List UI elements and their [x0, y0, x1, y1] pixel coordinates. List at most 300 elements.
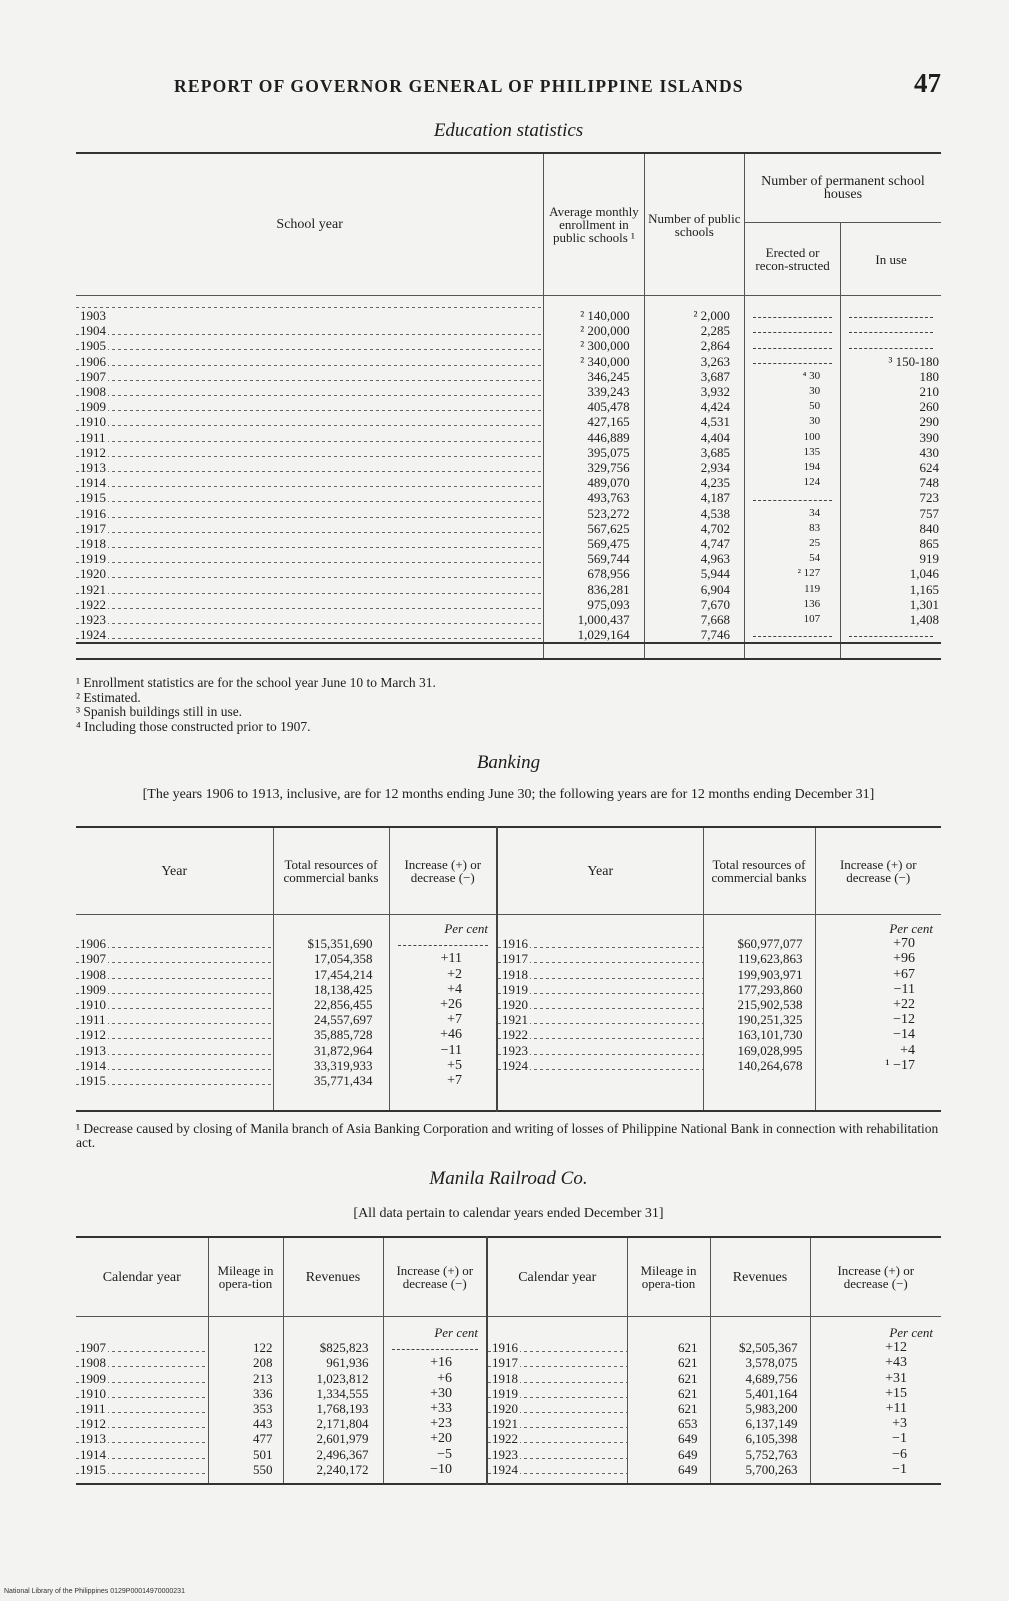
footnote-4: ⁴ Including those constructed prior to 1907. [76, 718, 311, 734]
page-header [76, 68, 941, 108]
schools-cell: 7,746 [644, 627, 744, 643]
year-cell [76, 1401, 208, 1416]
enrollment-cell: 1,029,164 [544, 627, 644, 643]
table-row [76, 475, 941, 490]
erected-cell: ² 127 [744, 566, 840, 581]
enrollment-cell: 678,956 [544, 566, 644, 581]
resources-cell: $60,977,077 [703, 936, 815, 951]
enrollment-cell: 523,272 [544, 506, 644, 521]
in-use-cell: 210 [841, 384, 941, 399]
unit-row [76, 915, 941, 937]
schools-cell: 4,235 [644, 475, 744, 490]
table-row [76, 1431, 941, 1446]
year-cell [497, 1027, 703, 1042]
resources-cell: 215,902,538 [703, 997, 815, 1012]
banking-table [76, 826, 941, 1112]
table-row [76, 566, 941, 581]
year-cell [497, 1043, 703, 1058]
dash-line [849, 324, 933, 333]
table-row [76, 521, 941, 536]
year-cell [76, 384, 544, 399]
table-row [76, 1340, 941, 1355]
table-spacer [76, 1088, 941, 1111]
year-cell [76, 1073, 273, 1088]
table-row [76, 967, 941, 982]
change-cell: −1 [810, 1462, 941, 1477]
mileage-cell: 208 [208, 1355, 283, 1370]
spacer-cell [383, 1477, 487, 1484]
year-label: 1921 [80, 581, 106, 597]
spacer-cell [710, 1317, 810, 1341]
revenues-cell: 5,983,200 [710, 1401, 810, 1416]
revenues-cell: 961,936 [283, 1355, 383, 1370]
mileage-cell: 443 [208, 1416, 283, 1431]
erected-cell: 124 [744, 475, 840, 490]
year-label: 1912 [80, 1416, 106, 1432]
table-row [76, 1462, 941, 1477]
railroad-title: Manila Railroad Co. [429, 1168, 588, 1189]
change-cell: −11 [815, 982, 941, 997]
change-cell: +7 [389, 1073, 497, 1088]
col-year-right: Year [497, 827, 703, 915]
empty-cell [744, 323, 840, 338]
change-cell: +31 [810, 1371, 941, 1386]
mileage-cell: 621 [627, 1371, 710, 1386]
spacer-cell [273, 915, 389, 937]
year-label: 1915 [80, 1461, 106, 1477]
empty-cell [744, 627, 840, 643]
change-cell: +30 [383, 1386, 487, 1401]
education-footnotes [76, 676, 941, 734]
table-row [76, 1447, 941, 1462]
in-use-cell: 1,046 [841, 566, 941, 581]
revenues-cell: 2,496,367 [283, 1447, 383, 1462]
year-label: 1922 [492, 1431, 518, 1447]
empty-cell [841, 627, 941, 643]
in-use-cell: 1,301 [841, 597, 941, 612]
spacer-cell [208, 1477, 283, 1484]
mileage-cell: 621 [627, 1355, 710, 1370]
year-cell [76, 551, 544, 566]
year-label: 1914 [80, 1057, 106, 1073]
year-label: 1923 [492, 1446, 518, 1462]
change-cell: −11 [389, 1043, 497, 1058]
schools-cell: 2,285 [644, 323, 744, 338]
year-cell [76, 430, 544, 445]
resources-cell: 35,885,728 [273, 1027, 389, 1042]
table-spacer [76, 1477, 941, 1484]
year-label: 1910 [80, 414, 106, 430]
mileage-cell: 621 [627, 1401, 710, 1416]
year-cell [76, 1386, 208, 1401]
spacer-cell [810, 1477, 941, 1484]
year-cell [487, 1355, 627, 1370]
dash-line [753, 309, 832, 318]
col-mileage-left: Mileage in opera-tion [208, 1237, 283, 1317]
schools-cell: 3,687 [644, 369, 744, 384]
dash-line [753, 324, 832, 333]
in-use-cell: 1,408 [841, 612, 941, 627]
schools-cell: 6,904 [644, 582, 744, 597]
change-cell: +26 [389, 997, 497, 1012]
erected-cell: 34 [744, 506, 840, 521]
in-use-cell: 624 [841, 460, 941, 475]
col-enrollment: Average monthly enrollment in public schools ¹ [544, 153, 644, 296]
erected-cell: 119 [744, 582, 840, 597]
empty-cell [389, 936, 497, 951]
year-label: 1917 [502, 951, 528, 967]
enrollment-cell: 427,165 [544, 414, 644, 429]
table-row [76, 582, 941, 597]
banking-footnote: ¹ Decrease caused by closing of Manila branch of Asia Banking Corporation and writing of losses of Philippine National Bank in connection with rehabilitation act. [76, 1121, 939, 1150]
table-row [76, 490, 941, 505]
year-cell [487, 1340, 627, 1355]
enrollment-cell: 567,625 [544, 521, 644, 536]
year-label: 1924 [80, 627, 106, 643]
year-label: 1910 [80, 1385, 106, 1401]
year-label: 1913 [80, 460, 106, 476]
year-label: 1919 [492, 1385, 518, 1401]
col-resources-right: Total resources of commercial banks [703, 827, 815, 915]
erected-cell: 50 [744, 399, 840, 414]
unit-row [76, 1317, 941, 1341]
year-cell [487, 1431, 627, 1446]
revenues-cell: 4,689,756 [710, 1371, 810, 1386]
railroad-table [76, 1236, 941, 1485]
year-cell [487, 1447, 627, 1462]
year-label: 1909 [80, 981, 106, 997]
spacer-cell [497, 915, 703, 937]
col-revenues-left: Revenues [283, 1237, 383, 1317]
year-label: 1920 [80, 566, 106, 582]
change-cell: +12 [810, 1340, 941, 1355]
unit-label: Per cent [389, 915, 497, 937]
table-row [76, 627, 941, 643]
dash-line [849, 340, 933, 349]
empty-cell [744, 296, 840, 324]
year-cell [487, 1416, 627, 1431]
table-row [76, 445, 941, 460]
resources-cell: 190,251,325 [703, 1012, 815, 1027]
year-label: 1912 [80, 1027, 106, 1043]
year-cell [76, 521, 544, 536]
year-label: 1924 [492, 1461, 518, 1477]
education-table [76, 152, 941, 660]
table-row [76, 936, 941, 951]
enrollment-cell: 395,075 [544, 445, 644, 460]
revenues-cell: 6,105,398 [710, 1431, 810, 1446]
enrollment-cell: ² 140,000 [544, 296, 644, 324]
year-label: 1903 [80, 308, 106, 323]
enrollment-cell: ² 200,000 [544, 323, 644, 338]
table-row [76, 414, 941, 429]
erected-cell: 30 [744, 414, 840, 429]
schools-cell: 4,963 [644, 551, 744, 566]
spacer-cell [744, 643, 840, 659]
revenues-cell: 1,334,555 [283, 1386, 383, 1401]
erected-cell: 83 [744, 521, 840, 536]
year-label: 1909 [80, 399, 106, 415]
change-cell: +96 [815, 951, 941, 966]
year-label: 1915 [80, 1073, 106, 1089]
mileage-cell: 477 [208, 1431, 283, 1446]
enrollment-cell: ² 340,000 [544, 354, 644, 369]
schools-cell: 4,424 [644, 399, 744, 414]
year-label: 1912 [80, 444, 106, 460]
resources-cell: 140,264,678 [703, 1058, 815, 1073]
table-row [76, 1401, 941, 1416]
change-cell: +15 [810, 1386, 941, 1401]
spacer-cell [627, 1477, 710, 1484]
revenues-cell: 1,023,812 [283, 1371, 383, 1386]
resources-cell: $15,351,690 [273, 936, 389, 951]
education-rows [76, 296, 941, 660]
enrollment-cell: 329,756 [544, 460, 644, 475]
col-revenues-right: Revenues [710, 1237, 810, 1317]
resources-cell: 199,903,971 [703, 967, 815, 982]
resources-cell: 24,557,697 [273, 1012, 389, 1027]
mileage-cell: 649 [627, 1462, 710, 1477]
change-cell: −5 [383, 1447, 487, 1462]
enrollment-cell: 446,889 [544, 430, 644, 445]
empty-cell [383, 1340, 487, 1355]
table-row [76, 1386, 941, 1401]
enrollment-cell: 405,478 [544, 399, 644, 414]
in-use-cell: 748 [841, 475, 941, 490]
col-erected: Erected or recon-structed [744, 223, 840, 296]
table-row [76, 430, 941, 445]
revenues-cell: $825,823 [283, 1340, 383, 1355]
schools-cell: 4,187 [644, 490, 744, 505]
spacer-cell [76, 643, 544, 659]
year-label: 1915 [80, 490, 106, 506]
mileage-cell: 621 [627, 1386, 710, 1401]
year-label: 1910 [80, 997, 106, 1013]
revenues-cell: 2,601,979 [283, 1431, 383, 1446]
table-row [76, 597, 941, 612]
in-use-cell: 919 [841, 551, 941, 566]
schools-cell: 4,747 [644, 536, 744, 551]
revenues-cell: $2,505,367 [710, 1340, 810, 1355]
empty-cell [744, 490, 840, 505]
unit-label: Per cent [815, 915, 941, 937]
year-label: 1908 [80, 384, 106, 400]
year-cell [76, 612, 544, 627]
dash-line [753, 355, 832, 364]
page-number: 47 [914, 68, 941, 98]
year-cell [76, 597, 544, 612]
banking-note: [The years 1906 to 1913, inclusive, are for 12 months ending June 30; the following years are for 12 months ending December 31] [142, 787, 875, 802]
erected-cell: 30 [744, 384, 840, 399]
year-label: 1911 [80, 1401, 106, 1417]
year-cell [76, 1340, 208, 1355]
year-label: 1918 [492, 1370, 518, 1386]
spacer-cell [815, 1073, 941, 1088]
empty-cell [841, 296, 941, 324]
in-use-cell: 757 [841, 506, 941, 521]
resources-cell: 31,872,964 [273, 1043, 389, 1058]
change-cell: −12 [815, 1012, 941, 1027]
revenues-cell: 2,240,172 [283, 1462, 383, 1477]
railroad-rows [76, 1317, 941, 1485]
revenues-cell: 5,700,263 [710, 1462, 810, 1477]
erected-cell: ⁴ 30 [744, 369, 840, 384]
col-resources-left: Total resources of commercial banks [273, 827, 389, 915]
year-label: 1916 [492, 1340, 518, 1356]
spacer-cell [497, 1073, 703, 1088]
schools-cell: 3,685 [644, 445, 744, 460]
in-use-cell: 260 [841, 399, 941, 414]
revenues-cell: 2,171,804 [283, 1416, 383, 1431]
year-label: 1911 [80, 429, 106, 445]
empty-cell [744, 338, 840, 353]
resources-cell: 35,771,434 [273, 1073, 389, 1088]
erected-cell: 135 [744, 445, 840, 460]
change-cell: +7 [389, 1012, 497, 1027]
col-in-use: In use [841, 223, 941, 296]
year-cell [76, 475, 544, 490]
table-row [76, 1012, 941, 1027]
year-cell [76, 296, 544, 324]
erected-cell: 194 [744, 460, 840, 475]
dash-line [753, 492, 832, 501]
spacer-cell [76, 1317, 208, 1341]
year-label: 1908 [80, 1355, 106, 1371]
year-cell [76, 627, 544, 643]
change-cell: +11 [389, 951, 497, 966]
spacer-cell [815, 1088, 941, 1111]
year-label: 1917 [492, 1355, 518, 1371]
revenues-cell: 5,752,763 [710, 1447, 810, 1462]
year-cell [76, 951, 273, 966]
resources-cell: 169,028,995 [703, 1043, 815, 1058]
spacer-cell [497, 1088, 703, 1111]
year-label: 1918 [80, 536, 106, 552]
in-use-cell: 865 [841, 536, 941, 551]
dash-line [753, 340, 832, 349]
year-cell [497, 967, 703, 982]
year-cell [487, 1371, 627, 1386]
year-label: 1907 [80, 951, 106, 967]
schools-cell: 7,668 [644, 612, 744, 627]
table-row [76, 1355, 941, 1370]
footnote-3: ³ Spanish buildings still in use. [76, 704, 243, 719]
table-row [76, 384, 941, 399]
year-label: 1917 [80, 520, 106, 536]
enrollment-cell: 569,744 [544, 551, 644, 566]
spacer-cell [273, 1088, 389, 1111]
year-cell [76, 936, 273, 951]
year-cell [76, 445, 544, 460]
year-label: 1920 [492, 1401, 518, 1417]
spacer-cell [487, 1317, 627, 1341]
schools-cell: 7,670 [644, 597, 744, 612]
year-label: 1920 [502, 997, 528, 1013]
year-label: 1905 [80, 338, 106, 354]
enrollment-cell: 836,281 [544, 582, 644, 597]
year-label: 1906 [80, 353, 106, 369]
year-cell [76, 1043, 273, 1058]
mileage-cell: 122 [208, 1340, 283, 1355]
change-cell: +67 [815, 967, 941, 982]
schools-cell: 4,404 [644, 430, 744, 445]
scan-footer: National Library of the Philippines 0129P00014970000231 [4, 1588, 185, 1595]
table-row [76, 399, 941, 414]
enrollment-cell: ² 300,000 [544, 338, 644, 353]
change-cell: +5 [389, 1058, 497, 1073]
change-cell: −10 [383, 1462, 487, 1477]
spacer-cell [76, 915, 273, 937]
change-cell: −6 [810, 1447, 941, 1462]
change-cell: +22 [815, 997, 941, 1012]
running-title: REPORT OF GOVERNOR GENERAL OF PHILIPPINE ISLANDS [174, 76, 744, 96]
year-label: 1914 [80, 475, 106, 491]
change-cell: +46 [389, 1027, 497, 1042]
year-label: 1906 [80, 936, 106, 952]
year-cell [497, 997, 703, 1012]
table-row [76, 951, 941, 966]
year-cell [487, 1386, 627, 1401]
year-cell [76, 582, 544, 597]
year-label: 1904 [80, 323, 106, 339]
spacer-cell [703, 1073, 815, 1088]
col-cal-year-left: Calendar year [76, 1237, 208, 1317]
year-cell [76, 1416, 208, 1431]
year-cell [76, 1371, 208, 1386]
in-use-cell: 290 [841, 414, 941, 429]
spacer-cell [389, 1088, 497, 1111]
year-label: 1913 [80, 1042, 106, 1058]
resources-cell: 17,454,214 [273, 967, 389, 982]
schools-cell: 2,864 [644, 338, 744, 353]
year-label: 1916 [80, 505, 106, 521]
mileage-cell: 550 [208, 1462, 283, 1477]
year-cell [76, 967, 273, 982]
year-cell [497, 1058, 703, 1073]
col-cal-year-right: Calendar year [487, 1237, 627, 1317]
in-use-cell: 840 [841, 521, 941, 536]
year-label: 1924 [502, 1057, 528, 1073]
change-cell: +23 [383, 1416, 487, 1431]
in-use-cell: 390 [841, 430, 941, 445]
year-cell [76, 1447, 208, 1462]
table-row [76, 536, 941, 551]
year-cell [76, 982, 273, 997]
year-cell [76, 414, 544, 429]
year-cell [76, 1462, 208, 1477]
revenues-cell: 1,768,193 [283, 1401, 383, 1416]
resources-cell: 119,623,863 [703, 951, 815, 966]
enrollment-cell: 346,245 [544, 369, 644, 384]
unit-label: Per cent [383, 1317, 487, 1341]
change-cell: +33 [383, 1401, 487, 1416]
footnote-1: ¹ Enrollment statistics are for the school year June 10 to March 31. [76, 675, 436, 690]
spacer-cell [841, 643, 941, 659]
in-use-cell: 723 [841, 490, 941, 505]
change-cell: +4 [389, 982, 497, 997]
mileage-cell: 353 [208, 1401, 283, 1416]
dash-line [398, 937, 489, 946]
table-row [76, 296, 941, 324]
schools-cell: 4,538 [644, 506, 744, 521]
erected-cell: 107 [744, 612, 840, 627]
table-row [76, 1043, 941, 1058]
year-cell [76, 1058, 273, 1073]
col-year-left: Year [76, 827, 273, 915]
year-label: 1913 [80, 1431, 106, 1447]
year-cell [487, 1401, 627, 1416]
year-label: 1907 [80, 368, 106, 384]
